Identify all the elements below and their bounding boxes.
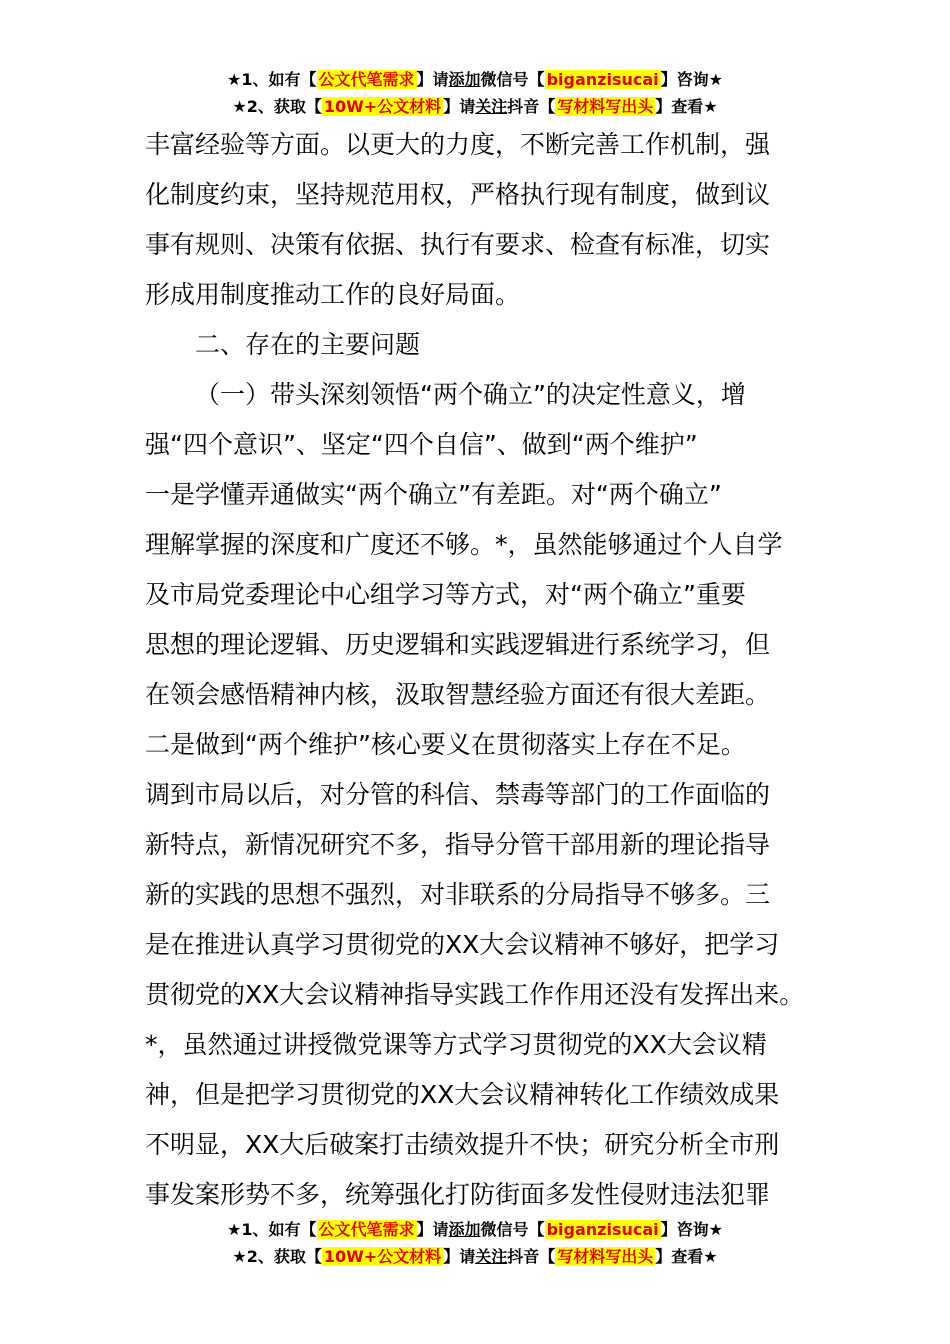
text-line: *，虽然通过讲授微党课等方式学习贯彻党的XX大会议精 — [145, 1030, 767, 1059]
banner-highlight-douyin: 写材料写出头 — [557, 97, 654, 116]
text-line: 化制度约束，坚持规范用权，严格执行现有制度，做到议 — [145, 180, 771, 209]
text-line: 思想的理论逻辑、历史逻辑和实践逻辑进行系统学习，但 — [145, 630, 771, 659]
text-line: 事有规则、决策有依据、执行有要求、检查有标准，切实 — [145, 230, 771, 259]
text-line: 形成用制度推动工作的良好局面。 — [145, 280, 521, 309]
banner-highlight: 10W+公文材料 — [323, 97, 442, 116]
text-line: 二是做到“两个维护”核心要义在贯彻落实上存在不足。 — [145, 730, 746, 759]
text-line: 新特点，新情况研究不多，指导分管干部用新的理论指导 — [145, 830, 771, 859]
text-line: 丰富经验等方面。以更大的力度，不断完善工作机制，强 — [145, 130, 771, 159]
text-line: 神，但是把学习贯彻党的XX大会议精神转化工作绩效成果 — [145, 1080, 780, 1109]
banner-line-2: ★2、获取【 10W+公文材料 】请关注抖音【 写材料写出头 】查看★ — [232, 1247, 718, 1266]
document-body — [145, 120, 815, 1220]
text-line: 新的实践的思想不强烈，对非联系的分局指导不够多。三 — [145, 880, 771, 909]
banner-line-1: ★1、如有【 公文代笔需求 】请添加微信号【 biganzisucai 】咨询★ — [227, 1220, 723, 1239]
text-line: 理解掌握的深度和广度还不够。*，虽然能够通过个人自学 — [145, 530, 783, 559]
text-line: 在领会感悟精神内核，汲取智慧经验方面还有很大差距。 — [145, 680, 771, 709]
banner-highlight-wechat: biganzisucai — [546, 1220, 659, 1239]
subsection-heading: （一）带头深刻领悟“两个确立”的决定性意义，增 — [195, 380, 746, 409]
banner-highlight: 10W+公文材料 — [323, 1247, 442, 1266]
text-line: 强“四个意识”、坚定“四个自信”、做到“两个维护” — [145, 430, 698, 459]
banner-line-2: ★2、获取【 10W+公文材料 】请关注抖音【 写材料写出头 】查看★ — [232, 97, 718, 116]
banner-highlight-douyin: 写材料写出头 — [557, 1247, 654, 1266]
section-heading: 二、存在的主要问题 — [195, 330, 421, 359]
header-banner — [0, 66, 950, 120]
text-line: 一是学懂弄通做实“两个确立”有差距。对“两个确立” — [145, 480, 722, 509]
footer-banner — [0, 1216, 950, 1270]
text-line: 是在推进认真学习贯彻党的XX大会议精神不够好，把学习 — [145, 930, 780, 959]
text-line: 事发案形势不多，统筹强化打防街面多发性侵财违法犯罪 — [145, 1180, 771, 1209]
text-line: 调到市局以后，对分管的科信、禁毒等部门的工作面临的 — [145, 780, 771, 809]
banner-highlight: 公文代笔需求 — [318, 1220, 415, 1239]
banner-line-1: ★1、如有【 公文代笔需求 】请添加微信号【 biganzisucai 】咨询★ — [227, 70, 723, 89]
text-line: 及市局党委理论中心组学习等方式，对“两个确立”重要 — [145, 580, 746, 609]
text-line: 不明显，XX大后破案打击绩效提升不快；研究分析全市刑 — [145, 1130, 780, 1159]
text-line: 贯彻党的XX大会议精神指导实践工作作用还没有发挥出来。 — [145, 980, 805, 1009]
banner-highlight-wechat: biganzisucai — [546, 70, 659, 89]
banner-highlight: 公文代笔需求 — [318, 70, 415, 89]
